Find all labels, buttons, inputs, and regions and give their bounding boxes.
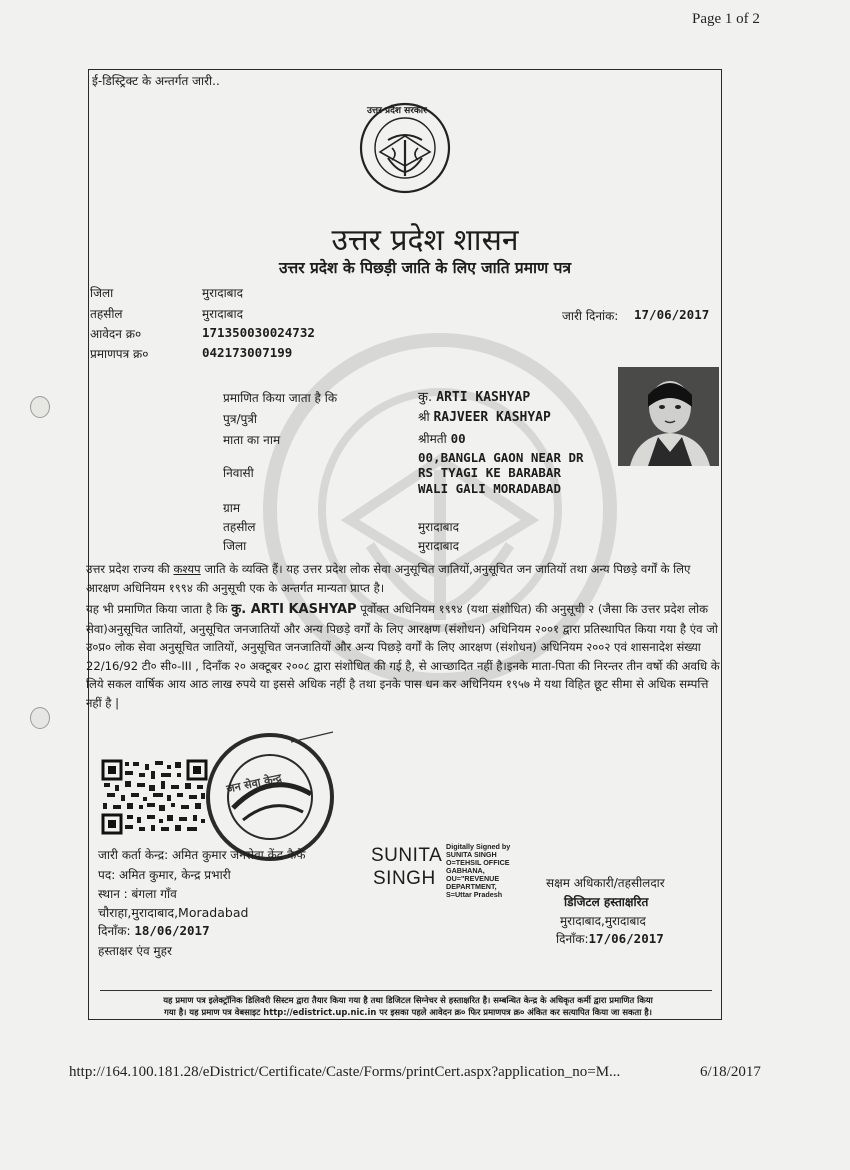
certificate-title: उत्तर प्रदेश के पिछड़ी जाति के लिए जाति प्रमाण पत्र <box>279 259 571 277</box>
qr-code <box>101 759 208 835</box>
signature-name-2: SINGH <box>373 868 436 889</box>
issuer-date-label: दिनाँक: <box>98 924 131 938</box>
certificate-number: 042173007199 <box>202 345 293 360</box>
signature-detail: OU="REVENUE <box>446 874 500 883</box>
father-value: RAJVEER KASHYAP <box>433 410 551 425</box>
application-label: आवेदन क्र० <box>90 327 142 341</box>
para1-end: जाति के व्यक्ति हैं। यह उत्तर प्रदेश लोक सेवा अनुसूचित जातियों,अनुसूचित जन जातियों तथा अन्य पिछड़े वर्गों के लिए आरक्षण अधिनियम १९९४ की अनुसूची एक के अन्तर्गत मान्यता प्राप्त है। <box>86 562 691 595</box>
village-label: ग्राम <box>223 501 241 515</box>
signature-name-1: SUNITA <box>371 845 443 866</box>
tehsil-value: मुरादाबाद <box>202 307 244 321</box>
caste-paragraph <box>86 560 726 597</box>
mother-name <box>418 430 466 447</box>
punch-hole-bottom <box>30 707 50 729</box>
issuer-date <box>98 922 210 939</box>
application-number: 171350030024732 <box>202 325 315 340</box>
signature-details <box>446 843 510 899</box>
authority-date-value: 17/06/2017 <box>588 931 664 946</box>
issuer-post: पद: अमित कुमार, केन्द्र प्रभारी <box>98 868 231 882</box>
applicant-photo <box>618 367 719 466</box>
issuer-centre: जारी कर्ता केन्द्र: अमित कुमार जनसेवा केंद्र कैफे <box>98 848 306 862</box>
mother-value: 00 <box>450 431 466 446</box>
issuer-date-value: 18/06/2017 <box>134 923 210 938</box>
person-district-value: मुरादाबाद <box>418 539 460 553</box>
district-label: जिला <box>90 286 114 300</box>
authority-date-label: दिनाँक: <box>556 932 589 946</box>
service-centre-stamp <box>203 730 338 865</box>
issuer-place-2: चौराहा,मुरादाबाद,Moradabad <box>98 905 249 920</box>
signature-detail: SUNITA SINGH <box>446 850 497 859</box>
address-line-3: WALI GALI MORADABAD <box>418 481 561 496</box>
mother-label: माता का नाम <box>223 433 281 447</box>
certify-label: प्रमाणित किया जाता है कि <box>223 391 338 405</box>
footer-divider <box>100 990 712 991</box>
issuer-sign-label: हस्ताक्षर एंव मुहर <box>98 944 172 958</box>
punch-hole-top <box>30 396 50 418</box>
page-number: Page 1 of 2 <box>692 11 760 27</box>
parent-label: पुत्र/पुत्री <box>223 412 258 426</box>
name-prefix: कु. <box>418 390 433 405</box>
stamp-text: जन सेवा केन्द्र <box>225 771 283 796</box>
tehsil-label: तहसील <box>90 307 123 321</box>
verification-notice-2: गया है। यह प्रमाण पत्र वेबसाइट http://edistrict.up.nic.in पर इसका पहले आवेदन क्र० फिर प्रमाणपत्र क्र० अंकित कर सत्यापित किया जा सकता है। <box>164 1007 652 1017</box>
mother-prefix: श्रीमती <box>418 432 447 446</box>
caste-name: कश्यप <box>173 562 201 576</box>
address-line-2: RS TYAGI KE BARABAR <box>418 465 561 480</box>
issue-date: 17/06/2017 <box>634 307 710 322</box>
emblem-text: उत्तर प्रदेश सरकार <box>367 106 427 116</box>
signature-detail: O=TEHSIL OFFICE <box>446 858 510 867</box>
authority-location: मुरादाबाद,मुरादाबाद <box>560 914 646 928</box>
para2-name: कु. ARTI KASHYAP <box>231 602 357 617</box>
applicant-name <box>418 387 530 405</box>
father-name <box>418 408 551 425</box>
para1-start: उत्तर प्रदेश राज्य की <box>86 562 174 576</box>
authority-designation: सक्षम अधिकारी/तहसीलदार <box>546 876 665 890</box>
signature-detail: S=Uttar Pradesh <box>446 890 503 899</box>
person-district-label: जिला <box>223 539 247 553</box>
name-value: ARTI KASHYAP <box>436 390 531 405</box>
government-heading: उत्तर प्रदेश शासन <box>331 223 519 258</box>
verification-notice-1: यह प्रमाण पत्र इलेक्ट्रॉनिक डिलिवरी सिस्टम द्वारा तैयार किया गया है तथा डिजिटल सिग्नेचर से हस्ताक्षरित है। सम्बन्धित केन्द्र के अधिकृत कर्मी द्वारा प्रमाणित किया <box>163 995 653 1005</box>
address-label: निवासी <box>223 466 254 480</box>
person-tehsil-label: तहसील <box>223 520 256 534</box>
signature-detail: GABHANA, <box>446 866 485 875</box>
authority-digital-signed: डिजिटल हस्ताक्षरित <box>564 895 649 909</box>
certification-paragraph <box>86 600 726 713</box>
header-note: ई-डिस्ट्रिक्ट के अन्तर्गत जारी.. <box>92 74 220 88</box>
signature-detail: Digitally Signed by <box>446 842 511 851</box>
address-line-1: 00,BANGLA GAON NEAR DR <box>418 450 584 465</box>
para2-end: पूर्वोक्त अधिनियम १९९४ (यथा संशोधित) की अनुसूची २ (जैसा कि उत्तर प्रदेश लोक सेवा)अनुसूचित जातियों, अनुसूचित जनजातियों और अन्य पिछड़े वर्गों के लिए आरक्षण (संशोधन) अधिनियम २००१ द्वारा प्रतिस्थापित किया गया है एंव जो उ०प्र० लोक सेवा अनुसूचित जातियों, अनुसूचित जनजातियों और अन्य पिछड़े वर्गों के लिए आरक्षण (संशोधन) अधिनियम २००२ एवं शासनादेश संख्या 22/16/92 टी० सी०-III , दिनाँक २० अक्टूबर २००८ द्वारा संशोधित की गई है, से आच्छादित नहीं है।इनके माता-पिता की निरन्तर तीन वर्षो की अवधि के लिये सकल वार्षिक आय आठ लाख रुपये या इससे अधिक नहीं है तथा इनके पास धन कर अधिनियम १९५७ मे यथा विहित छूट सीमा से अधिक सम्पत्ति नहीं है | <box>86 602 720 710</box>
print-date: 6/18/2017 <box>700 1064 761 1080</box>
certificate-number-label: प्रमाणपत्र क्र० <box>90 347 149 361</box>
issue-date-label: जारी दिनांक: <box>562 309 619 323</box>
signature-detail: DEPARTMENT, <box>446 882 497 891</box>
authority-date <box>556 930 664 947</box>
person-tehsil-value: मुरादाबाद <box>418 520 460 534</box>
para2-start: यह भी प्रमाणित किया जाता है कि <box>86 602 232 616</box>
father-prefix: श्री <box>418 410 430 424</box>
district-value: मुरादाबाद <box>202 286 244 300</box>
issuer-place-1: स्थान : बंगला गाँव <box>98 887 177 901</box>
print-url: http://164.100.181.28/eDistrict/Certificate/Caste/Forms/printCert.aspx?application_no=M... <box>69 1064 621 1080</box>
